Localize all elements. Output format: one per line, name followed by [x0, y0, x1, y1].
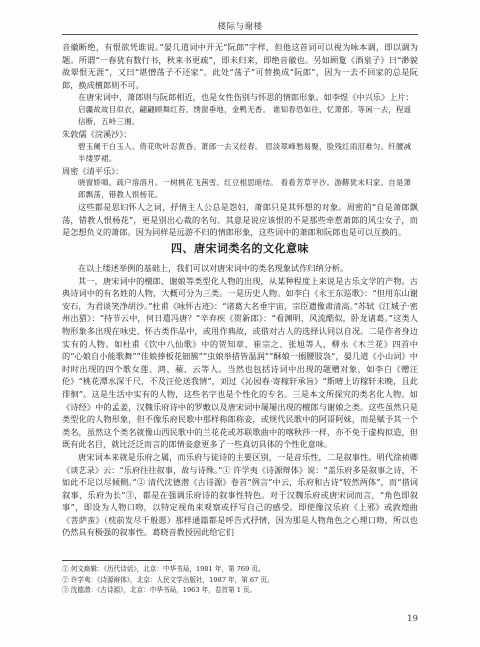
header-rule [62, 34, 418, 35]
paragraph: 在唐宋词中，萧郎则与阮郎相近，也是女性伤别与怀思的情郎形象。如李煜《中兴乐》上片： [78, 92, 414, 103]
block-quote: 晓窗娇嗔。疏户溶溶月。一树桃花飞茜雪。红豆相思暗结。 看看芳草平沙。游鞯犹未归家。自是萧郎飘荡，错教人恨杨花。 [78, 178, 412, 200]
footnote: ① 何文焕辑：《历代诗话》，北京：中华书局，1981 年，第 769 页。 [62, 565, 265, 573]
quote-label: 朱敦儒《浣溪沙》： [62, 128, 132, 139]
quote-label: 周密《清平乐》： [62, 165, 124, 176]
block-quote: 碧玉阑干白玉人。倚花吹叶忍黄昏。萧郎一去又经春。 眉淡翠峰愁易聚，脸残红雨泪难匀。纤腰减半缕罗裙。 [78, 141, 412, 163]
paragraph: 这些都是思妇怀人之词，抒情主人公总是怨妇，萧郎只是其怀想的对象。周密的“自是萧郎飘荡，错教人恨杨花”，更是别出心裁的名句。其意是说应该恨的不是那些牵惹萧郎的风尘女子，而是怎想负义的萧郎。因为同样是远游不归的情郎形象，这些词中的萧郎和阮郎也是可以互换的。 [62, 202, 418, 238]
body-block-2 [62, 262, 418, 539]
section-title: 四、唐宋词类名的文化意味 [171, 242, 309, 255]
paragraph: 在以上缕述举例的基础上，我们可以对唐宋词中的类名现象试作归纳分析。 [78, 263, 349, 273]
block-quote: 启疆故故目似衣，翩翩顾舞红苔。绣窗垂地，金鸭无香。 谁知春恐如往，忆萧郎。等闲一去，程遥信断，五岭三湘。 [78, 104, 412, 126]
paragraph: 其一，唐宋词中的檀郎、谢娘等类型化人物的出现，从某种程度上来说是古乐文学的产物。古典诗词中的有名姓的人物，大概可分为三类。一是历史人物。如李白《永王东巡歌》：“但用东山谢安石，为君谈笑净胡沙。”杜甫《咏怀古迹》：“诸葛大名垂宇宙，宗臣遗像肃清高。”苏轼《江城子·密州出猎》：“持节云中，何日遣冯唐？”辛弃疾《贺新郎》：“看渊明，风流酷似，卧龙诸葛。”这类人物形象多出现在咏史、怀古类作品中，或用作典故，或借对古人的选择认同以自况。二是作者身边实有的人物。如杜甫《饮中八仙歌》中的贺知章、崔宗之、张旭等人，柳永《木兰花》四首中的“心娘自小能歌舞”“佳娘捧板花钿簇”“虫娘举措皆温润”“酥娘一搦腰肢袅”，晏几道《小山词》中时时出现的四个歌女莲、鸿、蘋、云等人。当然也包括诗词中出现的题赠对象，如李白《赠汪伦》“桃花潭水深千尺，不及汪伦送我情”，刘过《沁园春·寄稼轩承旨》“斯晴上访稼轩未晚，且此徘徊”。这是生活中实有的人物，这些名字也是个性化的专名。三是本文所探究的类名化人物。如《诗经》中的孟姜，汉魏乐府诗中的罗敷以及唐宋词中屡屡出现的檀郎与谢娘之类。这些虽然只是类型化的人物形象，但不像乐府民歌中那样称郎称妾，或规代民歌中的阿哥阿妹，而是赋予其一个类名，虽然这个类名就像山西民歌中的兰花花或苏联歌曲中的喀秋莎一样，亦不免于虚构拟造，但既有此名目，就比泛泛而言的郎情妾意更多了一些真切具体的个性化意味。 [62, 275, 418, 450]
footnote: ③ 沈德潜：《古诗源》，北京：中华书局，1963 年，卷首第 1 页。 [62, 586, 257, 594]
footnote: ② 许学夷：《诗源辩体》，北京：人民文学出版社，1987 年，第 67 页。 [62, 575, 274, 584]
page-number: 19 [407, 614, 418, 624]
running-header: 楼际与谢楼 [217, 22, 263, 32]
body-block-1 [62, 41, 418, 239]
paragraph: 唐宋词本来就是乐府之属，而乐府与徒诗的主要区别，一是音乐性，二是叙事性。明代徐祯卿《谈艺录》云：“乐府往往叙事，故与诗殊。”① 许学夷《诗源辩体》说：“盖乐府多是叙事之诗，不如此不足以尽倾侧。”② 清代沈德潜《古诗源》卷首“例言”中云，乐府和古诗“较然两体”，而“措词叙事，乐府为长”③，都是在强调乐府诗的叙事性特色。对于汉魏乐府或唐宋词而言，“角色即叙事”，即设为人物口吻，以特定视角来观察或抒写自己的感受。即使像汉乐府《上邪》或敦煌曲《菩萨蛮》（枕前发尽千般愿）那样通篇都是呼告式抒情，因为那是人物角色之心理口吻，所以也仍然具有极强的叙事性。葛晓音教授因此给它们 [62, 451, 418, 538]
footnote-rule [62, 560, 172, 561]
paragraph: 音徽断绝，有恨欲凭谁说。”晏几道词中开无“阮郎”字样，但他这首词可以视为咏本调，即以调为题。所谓“一春犹有数行书，秋来书更疏”，即未归来，即绝音徽也。另如顾夐《酒泉子》曰“渺貌故翠恨无涯”，又曰“堪憎荡子不还家”。此处“荡子”可替换成“阮郎”，因为一去不回家的总是阮郎，换成檀郎则不可。 [62, 42, 418, 90]
footnotes [62, 564, 418, 596]
